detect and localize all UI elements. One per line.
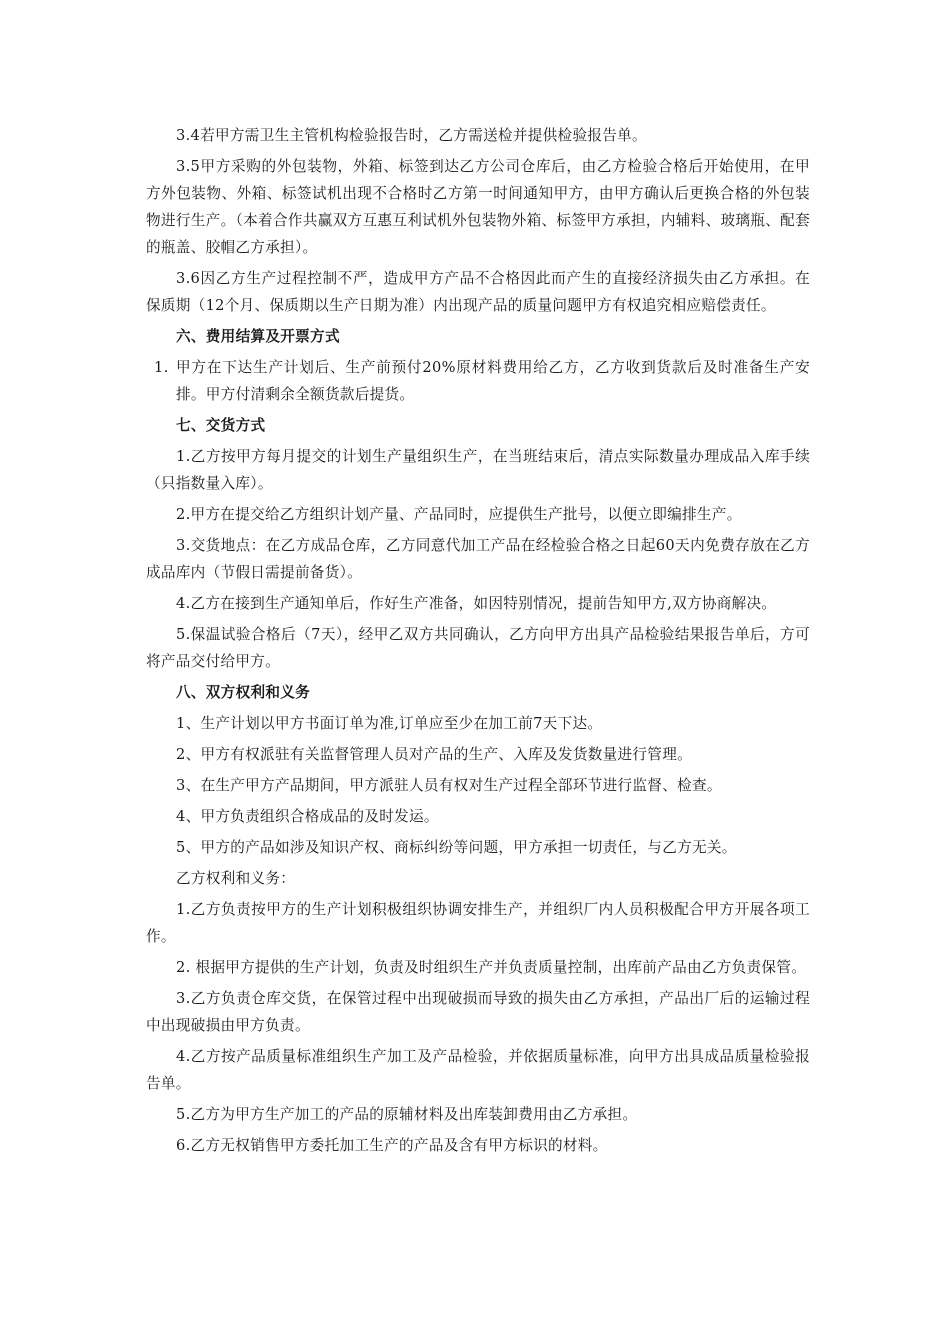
party-a-item-3: 3、在生产甲方产品期间，甲方派驻人员有权对生产过程全部环节进行监督、检查。 bbox=[176, 777, 722, 794]
delivery-item-2: 2.甲方在提交给乙方组织计划产量、产品同时，应提供生产批号，以便立即编排生产。 bbox=[176, 506, 742, 523]
numbered-item-payment bbox=[146, 354, 810, 408]
section-heading-7: 七、交货方式 bbox=[176, 417, 266, 434]
party-b-item-2: 2. 根据甲方提供的生产计划，负责及时组织生产并负责质量控制，出库前产品由乙方负责保管。 bbox=[176, 959, 807, 976]
party-b-item-6: 6.乙方无权销售甲方委托加工生产的产品及含有甲方标识的材料。 bbox=[176, 1137, 608, 1154]
party-a-item-1: 1、生产计划以甲方书面订单为准,订单应至少在加工前7天下达。 bbox=[176, 715, 603, 732]
party-b-item-1: 1.乙方负责按甲方的生产计划积极组织协调安排生产，并组织厂内人员积极配合甲方开展各项工作。 bbox=[146, 901, 810, 945]
paragraph-3-5: 3.5甲方采购的外包装物，外箱、标签到达乙方公司仓库后，由乙方检验合格后开始使用，在甲方外包装物、外箱、标签试机出现不合格时乙方第一时间通知甲方，由甲方确认后更换合格的外包装物进行生产。（本着合作共赢双方互惠互利试机外包装物外箱、标签甲方承担，内辅料、玻璃瓶、配套的瓶盖、胶帽乙方承担）。 bbox=[146, 158, 810, 256]
delivery-item-3: 3.交货地点：在乙方成品仓库，乙方同意代加工产品在经检验合格之日起60天内免费存放在乙方成品库内（节假日需提前备货）。 bbox=[146, 537, 810, 581]
section-heading-8: 八、双方权利和义务 bbox=[176, 684, 311, 701]
delivery-item-4: 4.乙方在接到生产通知单后，作好生产准备，如因特别情况，提前告知甲方,双方协商解决。 bbox=[176, 595, 777, 612]
party-b-item-3: 3.乙方负责仓库交货，在保管过程中出现破损而导致的损失由乙方承担，产品出厂后的运输过程中出现破损由甲方负责。 bbox=[146, 990, 810, 1034]
list-number: 1. bbox=[154, 359, 169, 376]
document-body bbox=[146, 122, 810, 1163]
party-b-item-4: 4.乙方按产品质量标准组织生产加工及产品检验，并依据质量标准，向甲方出具成品质量检验报告单。 bbox=[146, 1048, 810, 1092]
party-b-subheading: 乙方权利和义务： bbox=[176, 870, 296, 887]
party-a-item-2: 2、甲方有权派驻有关监督管理人员对产品的生产、入库及发货数量进行管理。 bbox=[176, 746, 692, 763]
party-a-item-4: 4、甲方负责组织合格成品的及时发运。 bbox=[176, 808, 439, 825]
paragraph-3-6: 3.6因乙方生产过程控制不严，造成甲方产品不合格因此而产生的直接经济损失由乙方承担。在保质期（12个月、保质期以生产日期为准）内出现产品的质量问题甲方有权追究相应赔偿责任。 bbox=[146, 270, 810, 314]
list-item-text: 甲方在下达生产计划后、生产前预付20%原材料费用给乙方，乙方收到货款后及时准备生产安排。甲方付清剩余全额货款后提货。 bbox=[176, 359, 810, 403]
delivery-item-1: 1.乙方按甲方每月提交的计划生产量组织生产，在当班结束后，清点实际数量办理成品入库手续（只指数量入库）。 bbox=[146, 448, 810, 492]
section-heading-6: 六、费用结算及开票方式 bbox=[176, 328, 340, 345]
paragraph-3-4: 3.4若甲方需卫生主管机构检验报告时，乙方需送检并提供检验报告单。 bbox=[176, 127, 647, 144]
party-b-item-5: 5.乙方为甲方生产加工的产品的原辅材料及出库装卸费用由乙方承担。 bbox=[176, 1106, 638, 1123]
party-a-item-5: 5、甲方的产品如涉及知识产权、商标纠纷等问题，甲方承担一切责任，与乙方无关。 bbox=[176, 839, 737, 856]
delivery-item-5: 5.保温试验合格后（7天），经甲乙双方共同确认，乙方向甲方出具产品检验结果报告单后，方可将产品交付给甲方。 bbox=[146, 626, 810, 670]
